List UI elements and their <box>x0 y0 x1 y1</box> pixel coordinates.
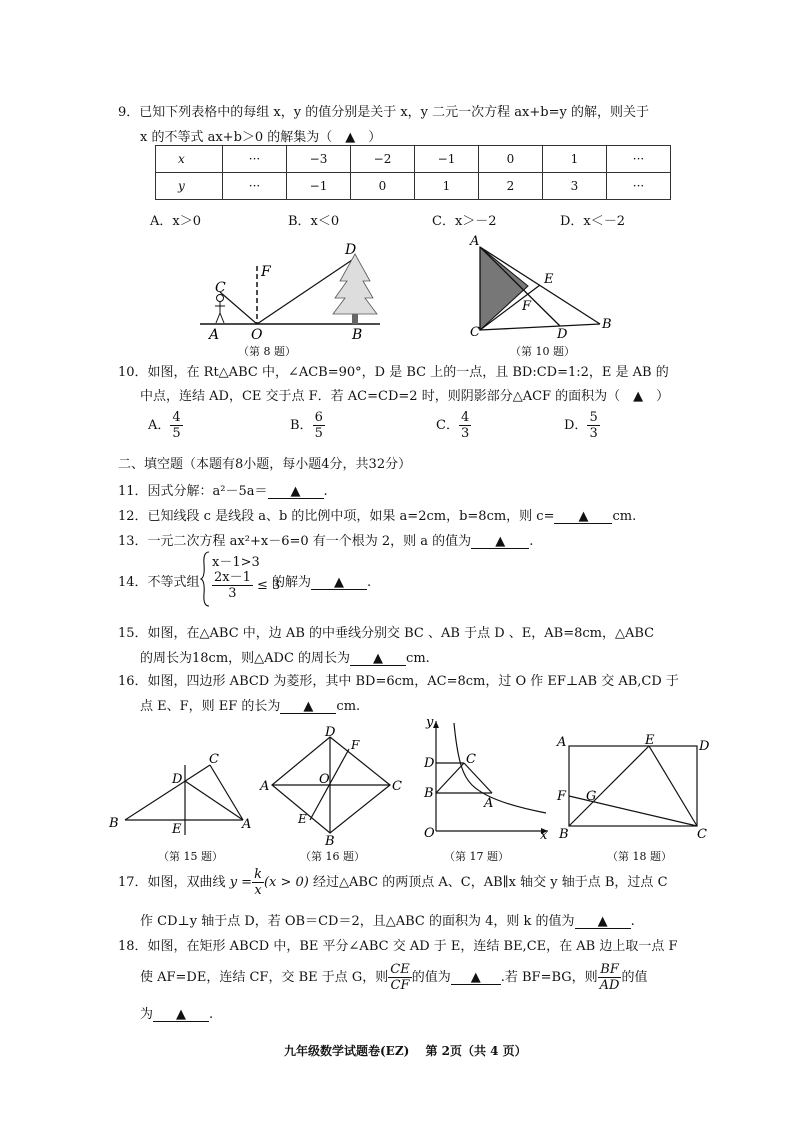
label-A: A <box>557 735 567 750</box>
figure-15 <box>105 745 260 837</box>
q16-line1: 16．如图，四边形 ABCD 为菱形，其中 BD=6cm，AC=8cm，过 O 作 EF⊥AB 交 AB,CD 于 <box>118 674 679 689</box>
q17-line2: 作 CD⊥y 轴于点 D，若 OB＝CD＝2，且△ABC 的面积为 4，则 k 的值为 ▲ . <box>140 914 635 929</box>
figure-17 <box>420 715 556 843</box>
q13: 13．一元二次方程 ax²+x－6=0 有一个根为 2，则 a 的值为 ▲ . <box>118 534 534 549</box>
figure-10 <box>462 232 622 344</box>
label-A: A <box>260 779 270 794</box>
figure-15-caption: （第 15 题） <box>158 850 223 863</box>
label-x: x <box>540 828 548 843</box>
label-C: C <box>215 280 226 296</box>
figure-8-caption: （第 8 题） <box>238 345 296 358</box>
q9-line2: x 的不等式 ax+b＞0 的解集为（ ▲ ） <box>140 130 382 145</box>
label-y: y <box>426 715 434 730</box>
q18-line2: 使 AF=DE，连结 CF，交 BE 于点 G，则 $\frac{CE}{CF}$ 的值为 ▲ .若 BF=BG，则 $\frac{BF}{AD}$ 的值 <box>140 962 648 993</box>
figure-17-caption: （第 17 题） <box>444 850 509 863</box>
label-D: D <box>699 739 710 754</box>
answer-blank[interactable]: ▲ <box>280 700 336 714</box>
label-C: C <box>392 779 402 794</box>
figure-10-caption: （第 10 题） <box>510 345 575 358</box>
q16-line2: 点 E、F，则 EF 的长为 ▲ cm. <box>140 699 361 714</box>
answer-blank[interactable]: ▲ <box>268 485 324 499</box>
q18-line1: 18．如图，在矩形 ABCD 中，BE 平分∠ABC 交 AD 于 E，连结 BE,CE，在 AB 边上取一点 F <box>118 939 678 954</box>
answer-blank[interactable]: ▲ <box>471 535 529 549</box>
label-D: D <box>325 725 336 740</box>
q11: 11．因式分解：a²－5a＝ ▲ . <box>118 484 328 499</box>
label-B: B <box>424 786 434 801</box>
label-G: G <box>586 789 597 804</box>
label-E: E <box>544 272 554 287</box>
label-E: E <box>645 733 655 748</box>
answer-blank[interactable]: ▲ <box>554 510 612 524</box>
q17-line1: 17．如图，双曲线 y = $\frac{k}{x}$ (x > 0) 经过△ABC 的两顶点 A、C，AB∥x 轴交 y 轴于点 B，过点 C <box>118 867 668 898</box>
label-D: D <box>424 756 435 771</box>
figure-16-caption: （第 16 题） <box>300 850 365 863</box>
q10-option-c[interactable]: C． $\frac{4}{3}$ <box>436 410 470 441</box>
label-C: C <box>470 325 480 340</box>
q14-ineq2: $\frac{2x-1}{3}$ ≤ 3 <box>214 570 281 601</box>
label-A: A <box>470 234 480 249</box>
q12: 12．已知线段 c 是线段 a、b 的比例中项，如果 a=2cm，b=8cm，则 c= ▲ cm. <box>118 509 637 524</box>
label-A: A <box>484 796 494 811</box>
brace-icon <box>200 550 210 608</box>
answer-blank[interactable]: ▲ <box>350 652 406 666</box>
q14-prefix: 14．不等式组 <box>118 575 200 590</box>
answer-blank[interactable]: ▲ <box>153 1008 209 1022</box>
answer-blank[interactable]: ▲ <box>451 971 501 985</box>
label-B: B <box>352 327 363 343</box>
label-C: C <box>697 827 707 842</box>
answer-blank[interactable]: ▲ <box>311 576 367 590</box>
label-D: D <box>345 242 357 258</box>
label-O: O <box>319 772 330 787</box>
q9-option-c[interactable]: C．x＞－2 <box>432 214 497 229</box>
figure-16 <box>258 725 406 845</box>
label-C: C <box>466 752 476 767</box>
label-C: C <box>209 752 219 767</box>
q14-suffix: 的解为 ▲ . <box>272 575 372 590</box>
label-B: B <box>559 827 569 842</box>
q18-line3: 为 ▲ . <box>140 1007 214 1022</box>
q10-option-b[interactable]: B． $\frac{6}{5}$ <box>290 410 323 441</box>
q9-line1: 9．已知下列表格中的每组 x，y 的值分别是关于 x，y 二元一次方程 ax+b=y 的解，则关于 <box>118 105 649 120</box>
q9-option-b[interactable]: B．x＜0 <box>288 214 340 229</box>
q9-value-table <box>155 145 671 200</box>
label-F: F <box>351 738 360 752</box>
figure-18 <box>555 730 715 842</box>
label-E: E <box>172 822 182 837</box>
q10-line2: 中点，连结 AD，CE 交于点 F．若 AC=CD=2 时，则阴影部分△ACF 的面积为（ ▲ ） <box>140 389 670 404</box>
label-A: A <box>209 327 220 343</box>
label-B: B <box>602 317 612 332</box>
label-B: B <box>109 816 119 831</box>
table-row-x: x ··· −3 −2 −1 0 1 ··· <box>156 146 671 173</box>
q10-line1: 10．如图，在 Rt△ABC 中，∠ACB=90°，D 是 BC 上的一点，且 BD:CD=1:2，E 是 AB 的 <box>118 365 669 380</box>
label-E: E <box>298 812 307 826</box>
q14-ineq1: x－1>3 <box>212 555 260 570</box>
q10-option-a[interactable]: A． $\frac{4}{5}$ <box>148 410 181 441</box>
q15-line2: 的周长为18cm，则△ADC 的周长为 ▲ cm. <box>140 651 430 666</box>
q15-line1: 15．如图，在△ABC 中，边 AB 的中垂线分别交 BC 、AB 于点 D 、E，AB=8cm，△ABC <box>118 626 655 641</box>
label-B: B <box>325 834 335 845</box>
answer-blank[interactable]: ▲ <box>575 915 631 929</box>
section-heading: 二、填空题（本题有8小题，每小题4分，共32分） <box>118 457 412 472</box>
label-A: A <box>242 817 252 832</box>
label-F: F <box>522 299 532 314</box>
label-O: O <box>251 327 263 343</box>
label-D: D <box>557 327 568 342</box>
q9-option-d[interactable]: D．x＜－2 <box>560 214 626 229</box>
label-F: F <box>557 789 567 804</box>
label-D: D <box>172 772 183 787</box>
page-footer: 九年级数学试题卷(EZ) 第 2页（共 4 页） <box>284 1044 527 1058</box>
q9-option-a[interactable]: A．x＞0 <box>150 214 201 229</box>
label-F: F <box>261 264 271 280</box>
figure-18-caption: （第 18 题） <box>607 850 672 863</box>
q10-option-d[interactable]: D． $\frac{5}{3}$ <box>564 410 598 441</box>
table-row-y: y ··· −1 0 1 2 3 ··· <box>156 173 671 200</box>
label-O: O <box>424 826 435 841</box>
figure-8 <box>195 236 385 346</box>
